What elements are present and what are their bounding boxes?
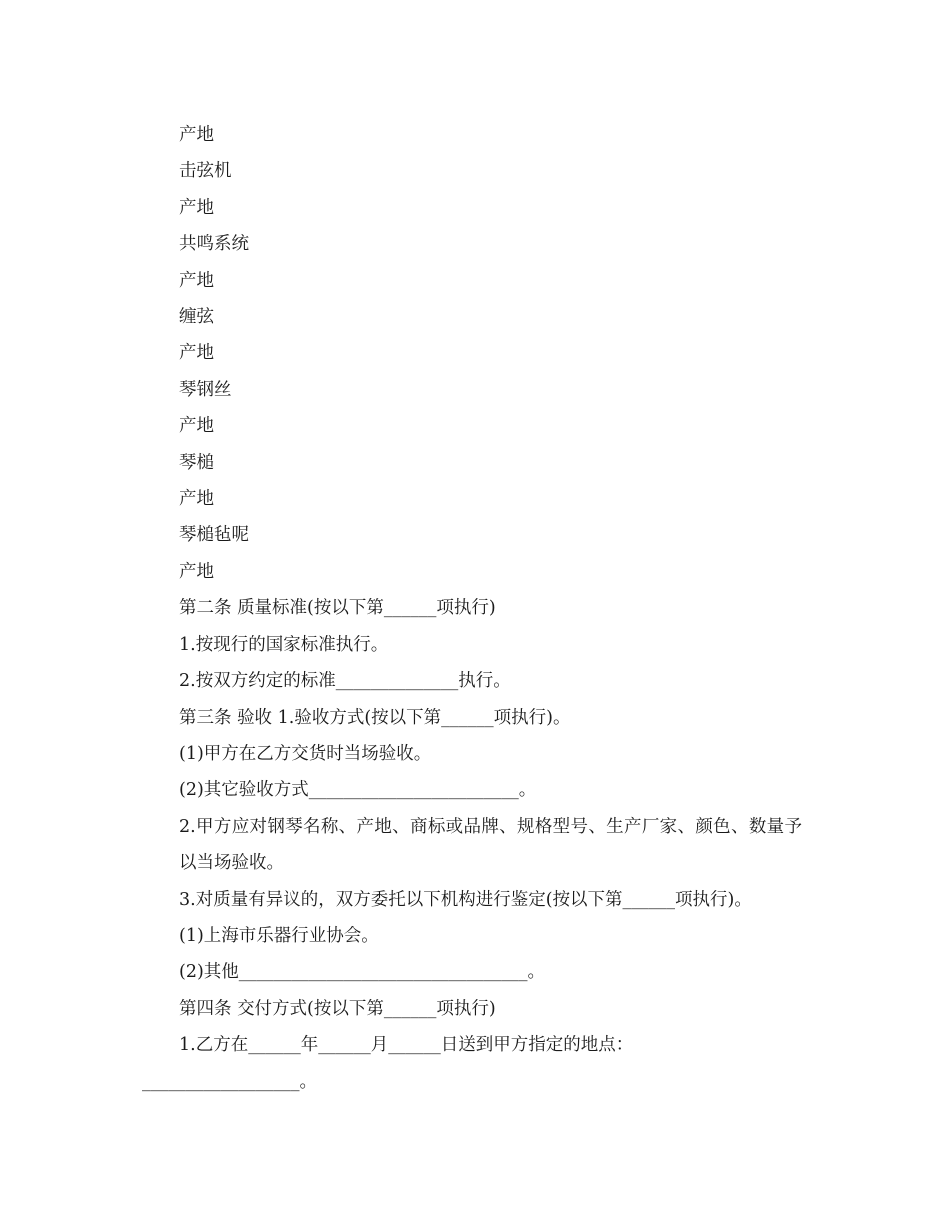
- document-body: [142, 117, 802, 1100]
- clause-item: 1.按现行的国家标准执行。: [179, 634, 389, 655]
- section-heading: 第二条 质量标准(按以下第______项执行): [179, 598, 496, 619]
- clause-item: (2)其他_________________________________。: [179, 962, 546, 983]
- text-line: 共鸣系统: [179, 234, 249, 255]
- clause-item: 2.按双方约定的标准______________执行。: [179, 671, 511, 692]
- text-line: 产地: [179, 489, 214, 510]
- text-line: 产地: [179, 343, 214, 364]
- text-line: 产地: [179, 197, 214, 218]
- clause-continuation: __________________。: [142, 1071, 317, 1092]
- clause-item: 3.对质量有异议的，双方委托以下机构进行鉴定(按以下第______项执行)。: [179, 889, 752, 910]
- clause-item: (2)其它验收方式________________________。: [179, 780, 537, 801]
- section-heading: 第四条 交付方式(按以下第______项执行): [179, 998, 496, 1019]
- section-heading: 第三条 验收 1.验收方式(按以下第______项执行)。: [179, 707, 571, 728]
- clause-paragraph: 2.甲方应对钢琴名称、产地、商标或品牌、规格型号、生产厂家、颜色、数量予以当场验收。: [179, 816, 802, 874]
- text-line: 产地: [179, 561, 214, 582]
- text-line: 产地: [179, 270, 214, 291]
- text-line: 产地: [179, 416, 214, 437]
- text-line: 琴槌: [179, 452, 214, 473]
- clause-item: (1)上海市乐器行业协会。: [179, 925, 379, 946]
- clause-item: 1.乙方在______年______月______日送到甲方指定的地点：: [179, 1035, 634, 1056]
- text-line: 琴钢丝: [179, 379, 232, 400]
- text-line: 击弦机: [179, 161, 232, 182]
- text-line: 琴槌毡呢: [179, 525, 249, 546]
- clause-item: (1)甲方在乙方交货时当场验收。: [179, 743, 432, 764]
- text-line: 缠弦: [179, 307, 214, 328]
- text-line: 产地: [179, 125, 214, 145]
